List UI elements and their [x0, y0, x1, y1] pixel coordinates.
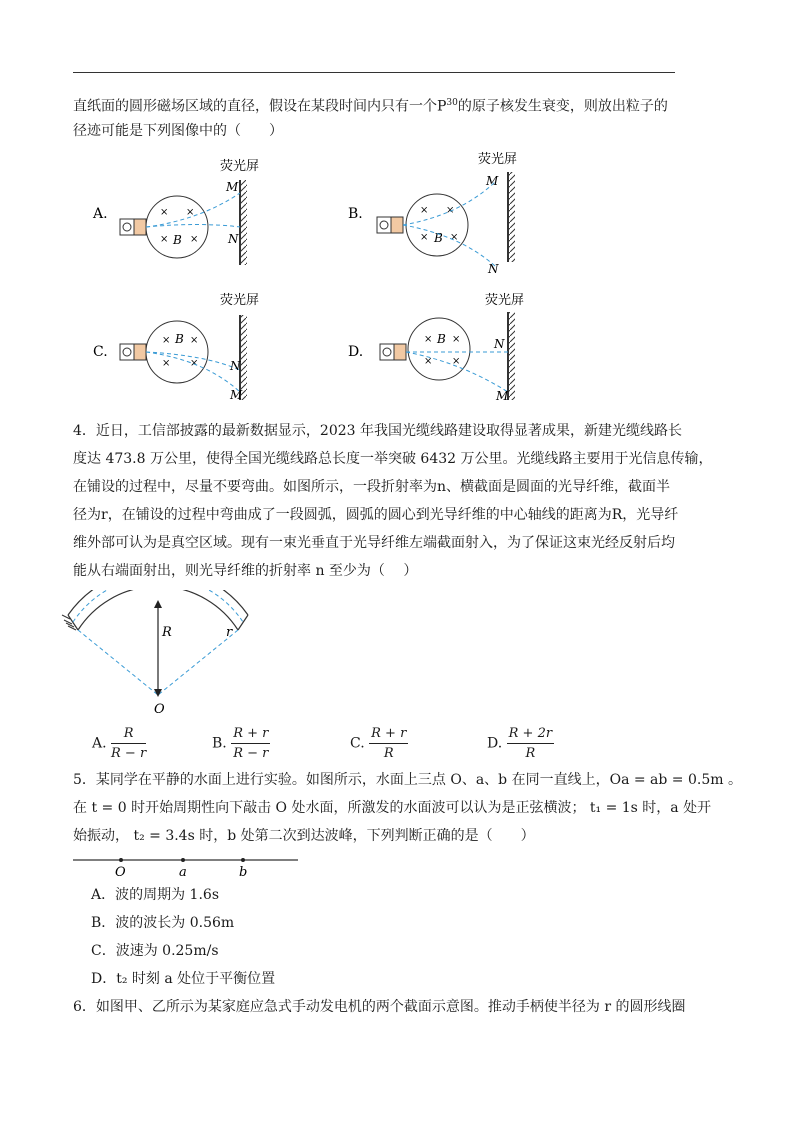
q4-choice-a[interactable]: A. $\frac{R}{R - r}$ — [92, 726, 147, 761]
svg-text:O: O — [154, 702, 165, 717]
q3-option-d[interactable] — [348, 292, 524, 403]
svg-text:M: M — [226, 180, 239, 194]
svg-text:B: B — [437, 332, 446, 346]
svg-text:×: × — [162, 358, 171, 369]
svg-text:×: × — [160, 234, 169, 245]
svg-text:N: N — [494, 337, 505, 351]
point-b: b — [239, 865, 248, 880]
q4-choice-b[interactable]: B. $\frac{R + r}{R - r}$ — [212, 726, 269, 761]
q3-option-a-field-circle — [146, 196, 208, 258]
q5-choice-b[interactable]: B．波的波长为 0.56m — [91, 915, 235, 931]
svg-text:荧光屏: 荧光屏 — [220, 293, 260, 308]
svg-text:B: B — [173, 233, 182, 247]
q3-option-a-letter: A. — [93, 206, 108, 222]
point-o: O — [115, 865, 126, 880]
svg-text:M: M — [230, 388, 243, 402]
q6-line1: 6．如图甲、乙所示为某家庭应急式手动发电机的两个截面示意图。推动手柄使半径为 r 的圆形线圈 — [73, 999, 686, 1015]
q4-line4: 径为r，在铺设的过程中弯曲成了一段圆弧，圆弧的圆心到光导纤维的中心轴线的距离为R，光导纤 — [73, 507, 679, 523]
q3-line1: 直纸面的圆形磁场区域的直径，假设在某段时间内只有一个$P^{30}$的原子核发生衰变，则放出粒子的 — [73, 98, 668, 115]
q5-choice-a[interactable]: A．波的周期为 1.6s — [91, 887, 220, 903]
svg-text:N: N — [230, 359, 241, 373]
q3-option-a-source — [120, 219, 134, 235]
svg-text:N: N — [488, 262, 499, 276]
svg-text:×: × — [420, 205, 429, 216]
svg-text:×: × — [446, 205, 455, 216]
q3-option-b[interactable] — [348, 151, 517, 276]
point-a: a — [179, 865, 187, 880]
svg-text:×: × — [450, 232, 459, 243]
svg-text:×: × — [190, 335, 199, 346]
q5-line-figure — [73, 850, 303, 880]
svg-text:×: × — [452, 356, 461, 367]
svg-text:M: M — [496, 389, 509, 403]
q4-line1: 4．近日，工信部披露的最新数据显示，2023 年我国光缆线路建设取得显著成果，新建光缆线路长 — [73, 423, 682, 439]
q3-option-a-lead-block — [134, 219, 146, 235]
q3-line2: 径迹可能是下列图像中的（ ） — [73, 123, 283, 139]
svg-text:B: B — [175, 332, 184, 346]
q3-option-a-screen-label: 荧光屏 — [220, 159, 260, 174]
q5-line2: 在 t = 0 时开始周期性向下敲击 O 处水面，所激发的水面波可以认为是正弦横波； t₁ = 1s 时，a 处开 — [73, 800, 712, 816]
q3-option-c[interactable] — [93, 292, 259, 402]
q5-choice-d[interactable]: D．t₂ 时刻 a 处位于平衡位置 — [91, 971, 276, 987]
svg-text:×: × — [160, 207, 169, 218]
q4-line6: 能从右端面射出，则光导纤维的折射率 n 至少为（ ） — [73, 563, 418, 579]
svg-text:C.: C. — [93, 344, 108, 360]
q4-fiber-figure — [60, 590, 260, 720]
svg-text:×: × — [424, 356, 433, 367]
svg-text:N: N — [228, 232, 239, 246]
q4-line2: 度达 473.8 万公里，使得全国光缆线路总长度一举突破 6432 万公里。光缆线路主要用于光信息传输， — [73, 451, 713, 467]
svg-text:×: × — [190, 234, 199, 245]
q4-line3: 在铺设的过程中，尽量不要弯曲。如图所示，一段折射率为n、横截面是圆面的光导纤维，截面半 — [73, 479, 671, 495]
svg-text:R: R — [162, 625, 172, 640]
q3-option-b-letter: B. — [348, 206, 363, 222]
q4-line5: 维外部可认为是真空区域。现有一束光垂直于光导纤维左端截面射入，为了保证这束光经反射后均 — [73, 535, 675, 551]
q3-figures — [0, 0, 794, 420]
svg-text:荧光屏: 荧光屏 — [478, 152, 518, 167]
q4-choice-d[interactable]: D. $\frac{R + 2r}{R}$ — [487, 726, 553, 761]
svg-text:D.: D. — [348, 344, 364, 360]
svg-text:×: × — [424, 334, 433, 345]
svg-text:×: × — [186, 207, 195, 218]
q4-choice-c[interactable]: C. $\frac{R + r}{R}$ — [350, 726, 407, 761]
svg-text:×: × — [162, 335, 171, 346]
q5-choice-c[interactable]: C．波速为 0.25m/s — [91, 943, 219, 959]
svg-text:×: × — [452, 334, 461, 345]
svg-text:荧光屏: 荧光屏 — [485, 293, 525, 308]
q5-line3: 始振动， t₂ = 3.4s 时，b 处第二次到达波峰，下列判断正确的是（ ） — [73, 828, 535, 844]
svg-text:r: r — [226, 625, 233, 640]
svg-text:B: B — [434, 231, 443, 245]
svg-text:M: M — [486, 174, 499, 188]
svg-text:×: × — [190, 358, 199, 369]
q5-line1: 5．某同学在平静的水面上进行实验。如图所示，水面上三点 O、a、b 在同一直线上，Oa = ab = 0.5m 。 — [73, 772, 742, 788]
q3-option-a[interactable] — [92, 158, 259, 265]
svg-text:×: × — [420, 232, 429, 243]
